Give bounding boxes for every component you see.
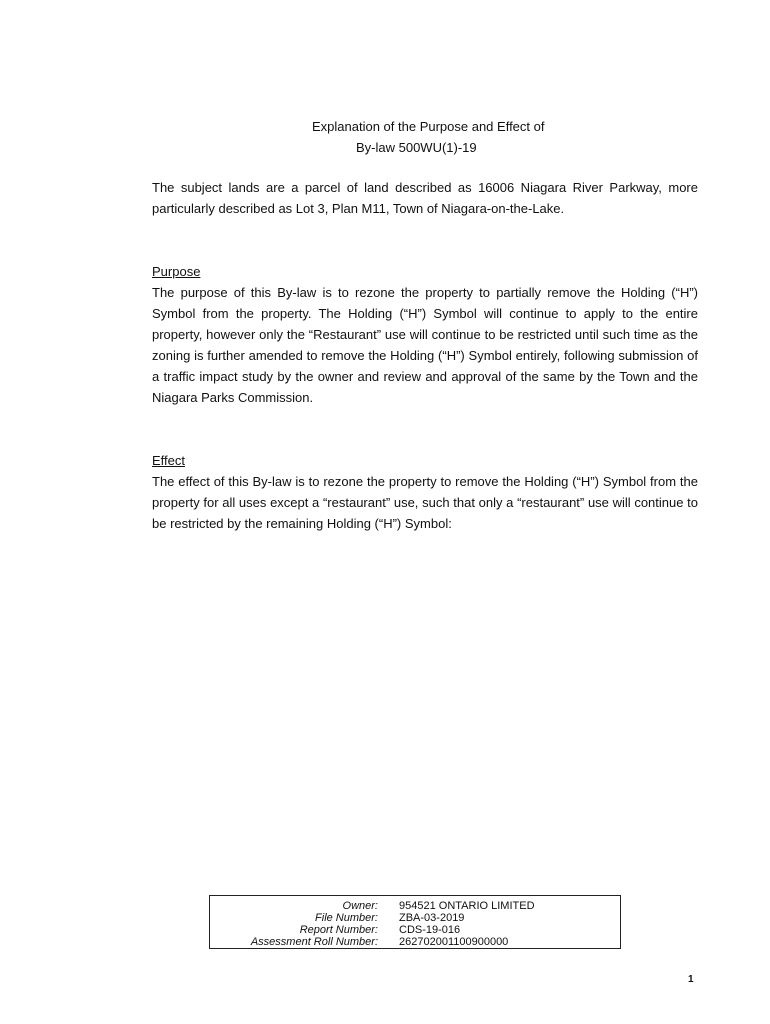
assessment-roll-value: 262702001100900000 (399, 936, 509, 948)
info-row-owner (210, 900, 620, 912)
intro-paragraph: The subject lands are a parcel of land described as 16006 Niagara River Parkway, more particularly described as Lot 3, Plan M11, Town of Niagara-on-the-Lake. (152, 180, 698, 216)
info-row-file-number (210, 912, 620, 924)
assessment-roll-label: Assessment Roll Number: (250, 936, 378, 948)
owner-label: Owner: (342, 900, 378, 912)
effect-paragraph: The effect of this By-law is to rezone the property to remove the Holding (“H”) Symbol from the property for all uses except a “restaurant” use, such that only a “restaurant” use will continue to be restricted by the remaining Holding (“H”) Symbol: (152, 474, 698, 531)
report-number-label: Report Number: (299, 924, 378, 936)
report-number-value: CDS-19-016 (399, 924, 461, 936)
purpose-heading: Purpose (152, 264, 201, 279)
page-number: 1 (688, 974, 694, 985)
title-line-2: By-law 500WU(1)-19 (356, 140, 477, 155)
purpose-paragraph: The purpose of this By-law is to rezone the property to partially remove the Holding (“H”) Symbol from the property. The Holding (“H”) Symbol will continue to apply to the entire property, however only the “Restaurant” use will continue to be restricted until such time as the zoning is further amended to remove the Holding (“H”) Symbol entirely, following submission of a traffic impact study by the owner and review and approval of the same by the Town and the Niagara Parks Commission. (152, 285, 698, 405)
owner-value: 954521 ONTARIO LIMITED (399, 900, 535, 912)
info-row-assessment-roll (210, 936, 620, 948)
file-info-box (209, 895, 621, 949)
file-number-label: File Number: (315, 912, 378, 924)
info-row-report-number (210, 924, 620, 936)
title-line-1: Explanation of the Purpose and Effect of (312, 119, 545, 134)
file-number-value: ZBA-03-2019 (399, 912, 465, 924)
effect-heading: Effect (152, 453, 186, 468)
document-title (152, 116, 698, 158)
